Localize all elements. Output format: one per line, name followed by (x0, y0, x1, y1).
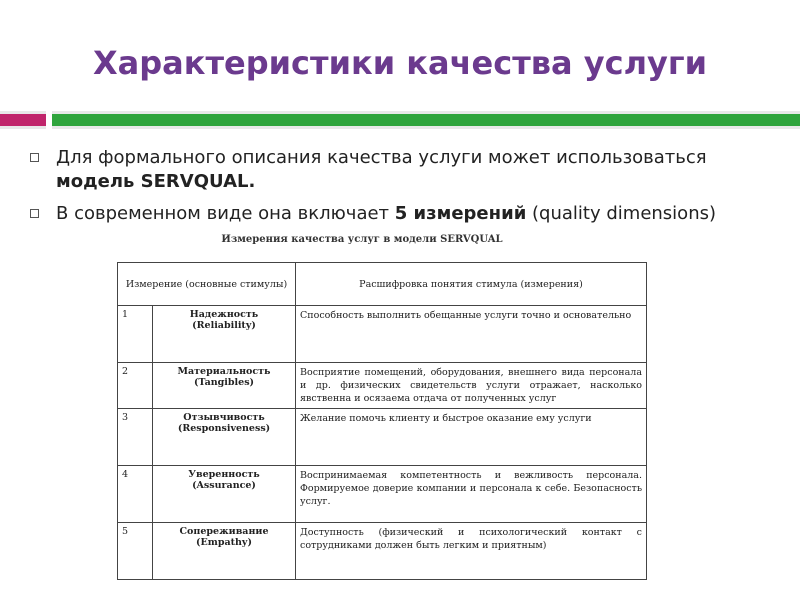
bullet-item (30, 202, 770, 226)
row-number: 1 (118, 306, 153, 363)
row-description: Желание помочь клиенту и быстрое оказание ему услуги (296, 409, 647, 466)
table-row (118, 466, 647, 523)
table-row (118, 306, 647, 363)
slide-title: Характеристики качества услуги (92, 44, 708, 82)
row-description: Восприятие помещений, оборудования, внешнего вида персонала и др. физических свидетельств услуги отражает, насколько явственна и осязаема отдача от полученных услуг (296, 363, 647, 409)
table-header-row (118, 263, 647, 306)
accent-bar-right (52, 111, 800, 129)
row-dimension: Уверенность (Assurance) (153, 466, 296, 523)
row-number: 5 (118, 523, 153, 580)
table-row (118, 363, 647, 409)
bullet-bold-text: 5 измерений (394, 203, 527, 224)
bullet-list (30, 146, 770, 234)
row-dimension: Материальность (Tangibles) (153, 363, 296, 409)
row-number: 2 (118, 363, 153, 409)
bullet-text: Для формального описания качества услуги может использоваться (56, 147, 707, 168)
row-description: Способность выполнить обещанные услуги точно и основательно (296, 306, 647, 363)
header-description: Расшифровка понятия стимула (измерения) (296, 263, 647, 306)
row-dimension: Отзывчивость (Responsiveness) (153, 409, 296, 466)
bullet-text: В современном виде она включает (56, 203, 395, 224)
header-dimension: Измерение (основные стимулы) (118, 263, 296, 306)
servqual-table (117, 262, 647, 580)
row-description: Доступность (физический и психологический контакт с сотрудниками должен быть легким и приятным) (296, 523, 647, 580)
row-number: 4 (118, 466, 153, 523)
row-number: 3 (118, 409, 153, 466)
row-dimension: Сопереживание (Empathy) (153, 523, 296, 580)
table-image (112, 228, 658, 576)
square-bullet-icon (30, 153, 39, 162)
bullet-tail-text: (quality dimensions) (526, 203, 716, 224)
table-row (118, 523, 647, 580)
table-caption: Измерения качества услуг в модели SERVQUAL (221, 234, 503, 245)
square-bullet-icon (30, 209, 39, 218)
accent-bar-left (0, 111, 46, 129)
row-dimension: Надежность (Reliability) (153, 306, 296, 363)
table-row (118, 409, 647, 466)
bullet-bold-text: модель SERVQUAL. (56, 171, 256, 192)
bullet-item (30, 146, 770, 194)
row-description: Воспринимаемая компетентность и вежливость персонала. Формируемое доверие компании и персонала к себе. Безопасность услуг. (296, 466, 647, 523)
